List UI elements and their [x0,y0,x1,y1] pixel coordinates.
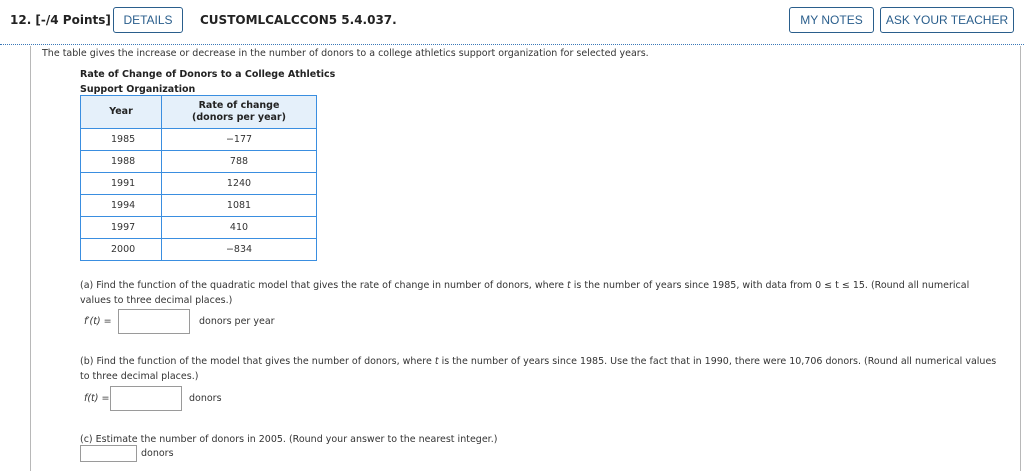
rate-cell: −177 [162,129,317,151]
table-row [81,239,317,261]
table-title [80,67,335,97]
part-a-unit: donors per year [199,316,275,327]
table-row [81,151,317,173]
rate-cell: 1081 [162,195,317,217]
table-row [81,129,317,151]
details-button[interactable]: DETAILS [113,7,183,33]
table-title-line1: Rate of Change of Donors to a College Athletics [80,69,336,80]
part-c-answer-input[interactable] [80,445,137,462]
header-divider [0,44,1024,45]
part-b-line2: to three decimal places.) [80,371,199,382]
part-a-text-post: is the number of years since 1985, with data from 0 ≤ t ≤ 15. (Round all numerical [570,280,970,291]
part-a-answer-input[interactable] [118,309,190,334]
rate-header-line1: Rate of change [198,100,280,111]
rate-header-line2: (donors per year) [192,112,286,123]
year-cell: 1985 [81,129,162,151]
rate-cell: 1240 [162,173,317,195]
left-border [30,46,31,471]
problem-intro: The table gives the increase or decrease in the number of donors to a college athletics support organization for selected years. [42,48,649,59]
year-cell: 1991 [81,173,162,195]
year-column-header: Year [81,96,162,129]
problem-code: CUSTOMLCALCCON5 5.4.037. [200,13,397,27]
year-cell: 1997 [81,217,162,239]
right-border [1020,46,1021,471]
table-title-line2: Support Organization [80,84,196,95]
rate-cell: 410 [162,217,317,239]
table-row [81,195,317,217]
part-b-variable: t [434,356,439,367]
part-b-text-pre: (b) Find the function of the model that gives the number of donors, where [80,356,435,367]
part-b-label: f(t) = [84,393,110,404]
table-row [81,173,317,195]
rate-column-header [162,96,317,129]
year-cell: 2000 [81,239,162,261]
part-b-answer-input[interactable] [110,386,182,411]
rate-cell: 788 [162,151,317,173]
my-notes-button[interactable]: MY NOTES [789,7,874,33]
part-b-prompt [80,354,1020,384]
year-cell: 1988 [81,151,162,173]
part-a-variable: t [567,280,571,291]
part-b-text-post: is the number of years since 1985. Use the fact that in 1990, there were 10,706 donors. (Round all numerical values [438,356,997,367]
question-header [0,0,1024,42]
part-a-label: f′(t) = [84,316,112,327]
table-header-row [81,96,317,129]
year-cell: 1994 [81,195,162,217]
part-a-text-pre: (a) Find the function of the quadratic model that gives the rate of change in number of donors, where [80,280,568,291]
ask-your-teacher-button[interactable]: ASK YOUR TEACHER [880,7,1014,33]
donor-rate-table [80,95,317,261]
question-number: 12. [-/4 Points] [10,13,111,27]
part-c-unit: donors [141,448,174,459]
part-a-line2: values to three decimal places.) [80,295,233,306]
table-row [81,217,317,239]
part-a-prompt [80,278,1010,308]
part-b-line1 [80,354,1020,369]
part-c-prompt: (c) Estimate the number of donors in 2005. (Round your answer to the nearest integer.) [80,434,498,445]
part-b-unit: donors [189,393,222,404]
rate-cell: −834 [162,239,317,261]
part-a-line1 [80,278,1010,293]
